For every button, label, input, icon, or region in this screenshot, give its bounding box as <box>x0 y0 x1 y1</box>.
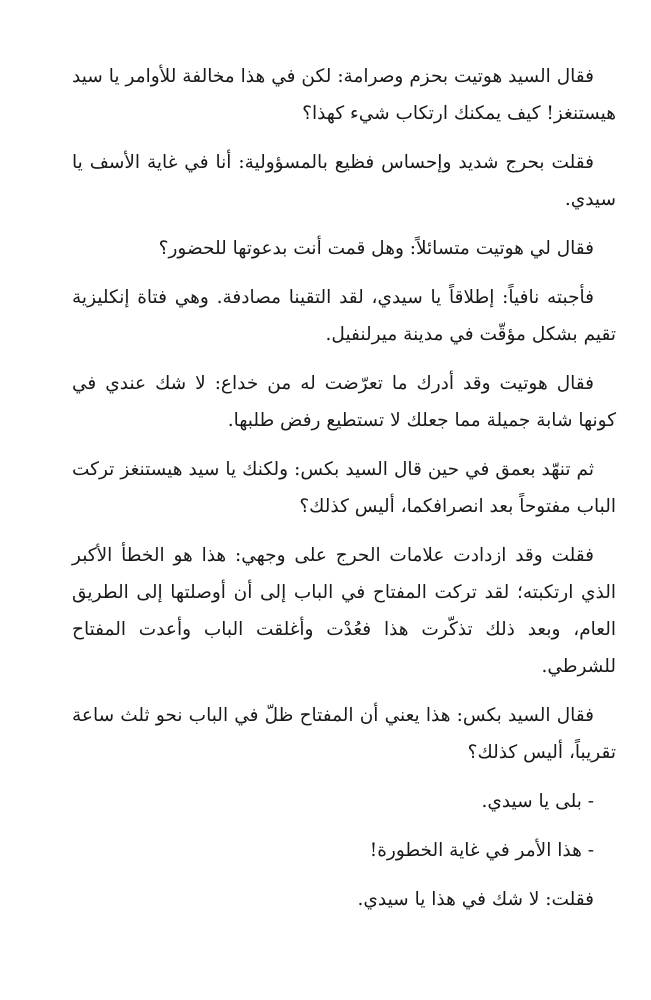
dialog-line: فقلت: لا شك في هذا يا سيدي. <box>357 889 594 910</box>
paragraph: فقال السيد هوتيت بحزم وصرامة: لكن في هذا مخالفة للأوامر يا سيد هيستنغز! كيف يمكنك ارتكاب شيء كهذا؟ <box>72 66 616 124</box>
paragraph: ثم تنهّد بعمق في حين قال السيد بكس: ولكنك يا سيد هيستنغز تركت الباب مفتوحاً بعد انصرافكما، أليس كذلك؟ <box>72 459 616 517</box>
paragraph: فقال هوتيت وقد أدرك ما تعرّضت له من خداع: لا شك عندي في كونها شابة جميلة مما جعلك لا تستطيع رفض طلبها. <box>72 373 616 431</box>
paragraph: فقال لي هوتيت متسائلاً: وهل قمت أنت بدعوتها للحضور؟ <box>158 238 594 259</box>
paragraph: فقال السيد بكس: هذا يعني أن المفتاح ظلّ في الباب نحو ثلث ساعة تقريباً، أليس كذلك؟ <box>72 705 616 763</box>
book-page <box>72 58 616 930</box>
paragraph: فقلت وقد ازدادت علامات الحرج على وجهي: هذا هو الخطأ الأكبر الذي ارتكبته؛ لقد تركت المفتاح في الباب إلى أن أوصلتها إلى الطريق العام، وبعد ذلك تذكّرت هذا فعُدْت وأغلقت الباب وأعدت المفتاح للشرطي. <box>72 545 616 677</box>
paragraph: فأجبته نافياً: إطلاقاً يا سيدي، لقد التقينا مصادفة. وهي فتاة إنكليزية تقيم بشكل مؤقّت في مدينة ميرلنفيل. <box>72 287 616 345</box>
dialog-line: - بلى يا سيدي. <box>481 791 594 812</box>
paragraph: فقلت بحرج شديد وإحساس فظيع بالمسؤولية: أنا في غاية الأسف يا سيدي. <box>72 152 616 210</box>
dialog-line: - هذا الأمر في غاية الخطورة! <box>369 840 594 861</box>
